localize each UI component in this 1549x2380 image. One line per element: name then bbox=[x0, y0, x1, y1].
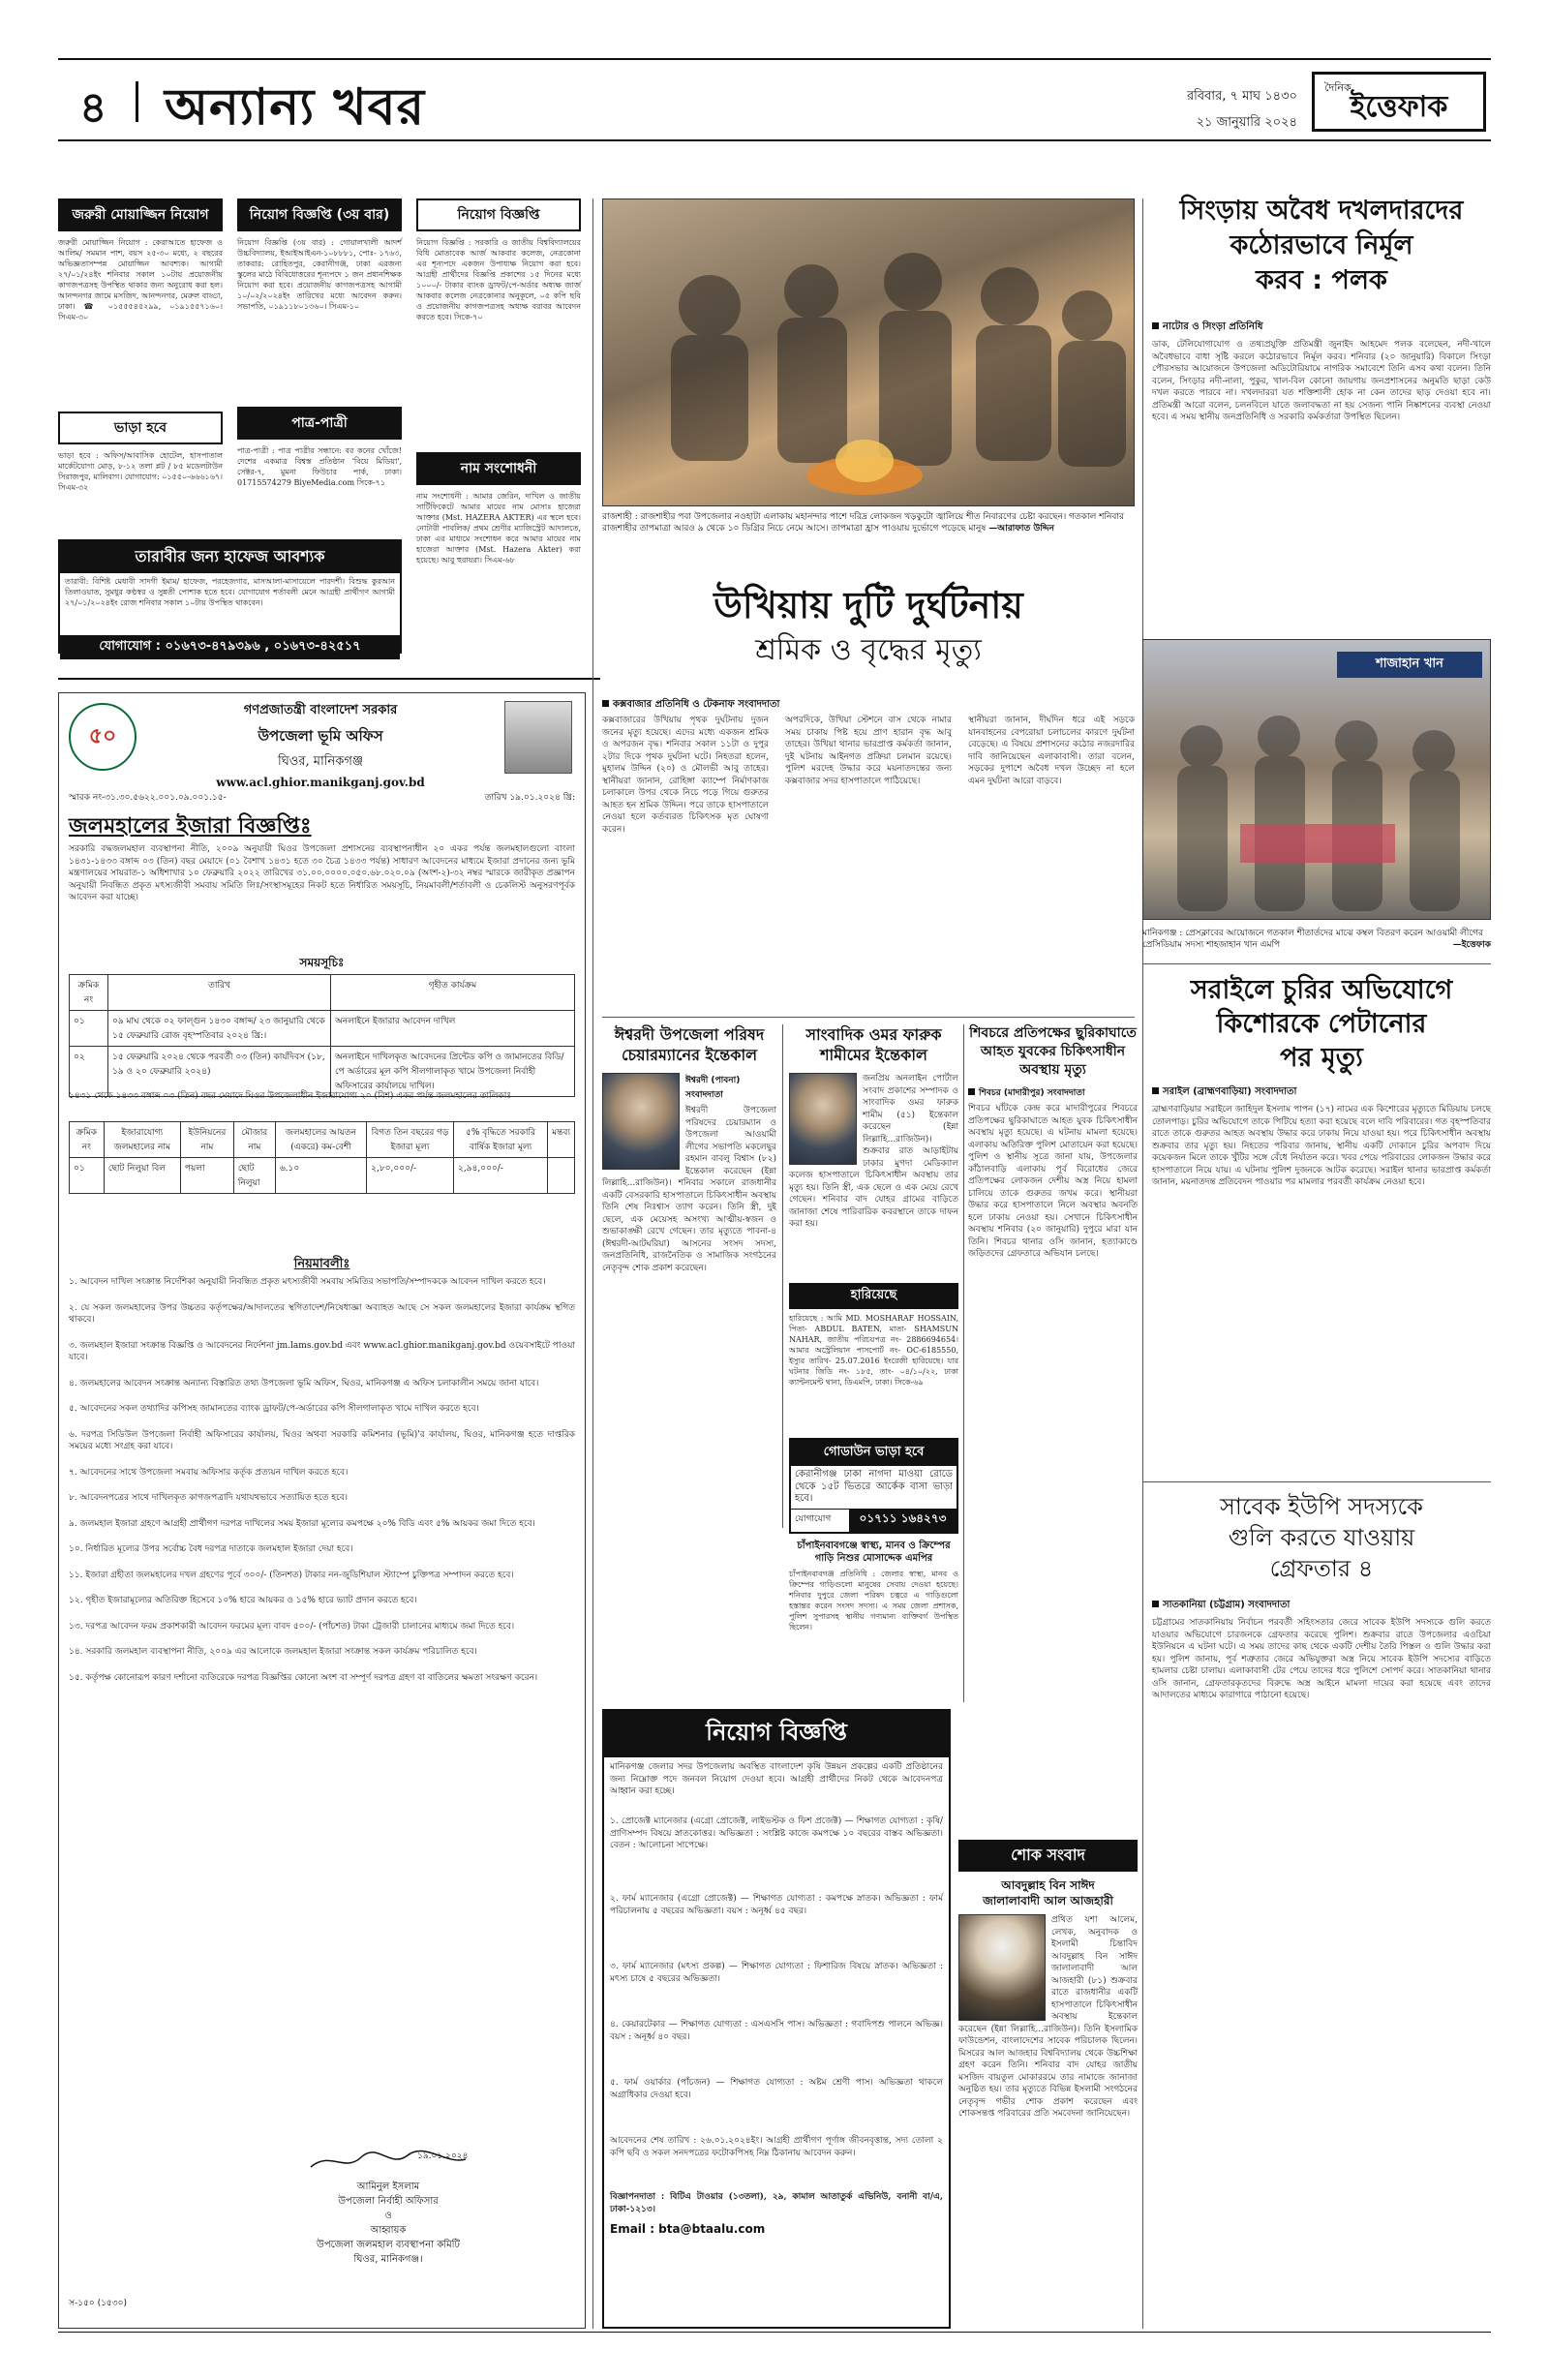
committee-location: ঘিওর, মানিকগঞ্জ। bbox=[353, 2254, 423, 2265]
story-byline: কক্সবাজার প্রতিনিধি ও টেকনাফ সংবাদদাতা bbox=[602, 697, 1135, 714]
table-cell: ০১ bbox=[70, 1011, 108, 1047]
bullet-icon bbox=[1152, 322, 1159, 329]
caption-text: মানিকগঞ্জ : প্রেসক্লাবের আয়োজনে গতকাল শীতার্তদের মাঝে কম্বল বিতরণ করেন আওয়ামী লীগের প্রেসিডিয়াম সদস্য শাহজাহান খান এমপি bbox=[1142, 929, 1483, 950]
schedule-table bbox=[69, 974, 575, 1097]
obituary bbox=[958, 1840, 1138, 2329]
story-headline: ঈশ্বরদী উপজেলা পরিষদ চেয়ারম্যানের ইন্তেকাল bbox=[614, 1025, 765, 1064]
table-cell: ২,৯৪,০০০/- bbox=[453, 1158, 547, 1194]
story-byline: শিবচর (মাদারীপুর) সংবাদদাতা bbox=[968, 1085, 1138, 1100]
signer-name: আমিনুল ইসলাম bbox=[356, 2182, 420, 2192]
photo-banner: শাজাহান খান bbox=[1337, 652, 1482, 678]
rule-item: ৯. জলমহাল ইজারা গ্রহণে আগ্রহী প্রার্থীগণ দরপত্র দাখিলের সময় ইজারা মূল্যের কমপক্ষে ২০% বিডি এবং ৫% আয়কর জমা দিতে হবে। bbox=[69, 1518, 535, 1529]
story-body: ঈশ্বরদী উপজেলা পরিষদের চেয়ারম্যান ও উপজেলা আওয়ামী লীগের সভাপতি মকলেছুর রহমান বাবলু বিশ্বাস (৮২) ইন্তেকাল করেছেন (ইন্না লিল্লাহি...রাজিউন)। শনিবার সকালে রাজধানীর একটি বেসরকারি হাসপাতালে চিকিৎসাধীন অবস্থায় তিনি শেষ নিঃশ্বাস ত্যাগ করেন। তিনি স্ত্রী, দুই ছেলে, এক মেয়েসহ অসংখ্য আত্মীয়-স্বজন ও শুভাকাঙ্ক্ষী রেখে গেছেন। তার মৃত্যুতে পাবনা-৪ (ঈশ্বরদী-আটঘরিয়া) আসনের সংসদ সদস্য, জনপ্রতিনিধি, রাজনৈতিক ও সামাজিক সংগঠনের নেতৃবৃন্দ শোক প্রকাশ করেছেন। bbox=[602, 1106, 776, 1273]
signer-and: ও bbox=[384, 2211, 392, 2221]
lost-text: হারিয়েছে : আমি MD. MOSHARAF HOSSAIN, পিতা- ABDUL BATEN, মাতা- SHAMSUN NAHAR, জাতীয় পরিচয়পত্র নং- 2886694654। আমার অস্ট্রেলিয়ান পাসপোর্ট নং- OC-6185550, ইস্যুর তারিখ- 25.07.2016 ইংরেজী হারিয়েছে। যার ঘটনার জিডি নং- ১৮৫, তাং- ০৪/১০/২২, ঢাকা ক্যান্টনমেন্ট থানা, ডিএমপি, ঢাকা। সিকে-৬৯ bbox=[789, 1314, 958, 1387]
table-cell: ০৯ মাঘ থেকে ০২ ফাল্গুন ১৪৩০ বঙ্গাব্দ/ ২৩ জানুয়ারি থেকে ১৫ ফেব্রুয়ারি রোজ বৃহস্পতিবার ২০২৪ খ্রি:। bbox=[108, 1011, 331, 1047]
bullet-icon bbox=[968, 1088, 975, 1095]
bullet-icon bbox=[602, 700, 609, 707]
story-body: শিবচর ঘাঁটকে কেন্দ্র করে মাদারীপুরের শিবচরে প্রতিপক্ষের ছুরিকাঘাতে আহত যুবক চিকিৎসাধীন অবস্থায় মৃত্যু হয়েছে। এ ঘটনায় মামলা হয়েছে। এলাকায় অতিরিক্ত পুলিশ মোতায়েন করা হয়েছে। পুলিশ ও স্থানীয় সূত্রে জানা যায়, উপজেলার কাঁঠালবাড়ি এলাকায় পূর্ব বিরোধের জেরে প্রতিপক্ষের লোকজন দেশীয় অস্ত্র নিয়ে হামলা চালিয়ে তাকে গুরুতর জখম করে। স্থানীয়রা উদ্ধার করে হাসপাতালে নিলে অবস্থার অবনতি হলে ঢাকায় নেওয়া হয়। সেখানে চিকিৎসাধীন অবস্থায় শনিবার (২০ জানুয়ারি) দুপুরে মারা যান তিনি। শিবচর থানার ওসি জানান, হত্যাকাণ্ডে জড়িতদের গ্রেফতারে অভিযান চলছে। bbox=[968, 1104, 1138, 1259]
story-byline: নাটোর ও সিংড়া প্রতিনিধি bbox=[1152, 320, 1491, 336]
tender-head-text bbox=[146, 701, 495, 789]
job-item: ৪. কেয়ারটেকার — শিক্ষাগত যোগ্যতা : এসএসসি পাস। অভিজ্ঞতা : গবাদিপশু পালনে অভিজ্ঞ। বয়স : অনূর্ধ্ব ৪০ বছর। bbox=[610, 2020, 943, 2042]
story-headline: সাংবাদিক ওমর ফারুক শামীমের ইন্তেকাল bbox=[805, 1025, 942, 1064]
jalmahal-table bbox=[69, 1121, 575, 1194]
rules-list bbox=[69, 1276, 575, 2128]
schedule-table-wrap bbox=[69, 974, 575, 1097]
table-row bbox=[70, 1011, 575, 1047]
date-english: ২১ জানুয়ারি ২০২৪ bbox=[1196, 115, 1297, 130]
story-body: চট্টগ্রামের সাতকানিয়ায় নির্বাচন পরবর্তী সহিংসতার জেরে সাবেক ইউপি সদস্যকে গুলি করতে যাওয়ার অভিযোগে চারজনকে গ্রেফতার করেছে পুলিশ। শুক্রবার রাতে উপজেলার এওচিয়া ইউনিয়নে এ ঘটনা ঘটে। এ সময় তাদের কাছ থেকে একটি দেশীয় তৈরি পিস্তল ও গুলি উদ্ধার করা হয়। পুলিশ জানায়, পূর্ব শত্রুতার জেরে অভিযুক্তরা অস্ত্র নিয়ে সাবেক ইউপি সদস্যের বাড়িতে হামলার চেষ্টা চালায়। এলাকাবাসী টের পেয়ে তাদের ধরে পুলিশে সোপর্দ করে। সাতকানিয়া থানার ওসি জানান, গ্রেফতারকৃতদের বিরুদ্ধে অস্ত্র আইনে মামলা দায়ের করা হয়েছে এবং তাদের আদালতের মাধ্যমে কারাগারে পাঠানো হয়েছে। bbox=[1152, 1618, 1491, 1700]
headline-line-2: কঠোরভাবে নির্মূল bbox=[1230, 230, 1413, 260]
ishwardi-story bbox=[602, 1024, 776, 1434]
signature-block bbox=[272, 2146, 504, 2267]
table-header: জলমহালের আয়তন (একরে) কম-বেশী bbox=[275, 1122, 366, 1158]
rule-item: ২. যে সকল জলমহালের উপর উচ্চতর কর্তৃপক্ষের/আদালতের স্থগিতাদেশ/নিষেধাজ্ঞা অব্যাহত আছে সে সকল জলমহালের ইজারা কার্যক্রম স্থগিত থাকবে। bbox=[69, 1302, 575, 1325]
story-body: ডাক, টেলিযোগাযোগ ও তথ্যপ্রযুক্তি প্রতিমন্ত্রী জুনাইদ আহমেদ পলক বলেছেন, নদী-খালে অবৈধভাবে বাধা সৃষ্টি করলে কঠোরভাবে নির্মূল করব। শনিবার (২০ জানুয়ারি) বিকালে সিংড়া পৌরসভার আয়োজনে উপজেলা অডিটোরিয়ামে নাগরিক সমাবেশে তিনি এসব কথা বলেন। তিনি বলেন, সিংড়ার নদী-নালা, পুকুর, খাল-বিল কোনো জায়গায় জনপ্রশাসনের অনুমতি ছাড়া কেউ দখল করতে পারবে না। দখলদাররা যত শক্তিশালী হোক না কেন তাদের ছাড় দেওয়া হবে না। প্রতিমন্ত্রী আরো বলেন, চলনবিলে যাতে জলাবদ্ধতা না হয় সেজন্য পানি নিষ্কাশনের ব্যবস্থা নেওয়া হবে। এ সময় স্থানীয় জনপ্রতিনিধি ও সরকারি কর্মকর্তারা উপস্থিত ছিলেন। bbox=[1152, 340, 1491, 422]
story-byline: সরাইল (ব্রাহ্মণবাড়িয়া) সংবাদদাতা bbox=[1152, 1084, 1491, 1101]
rules-title: নিয়মাবলীঃ bbox=[293, 1257, 350, 1271]
rule-item: ১. আবেদন দাখিল সংক্রান্ত নির্দেশিকা অনুযায়ী নিবন্ধিত প্রকৃত মৎস্যজীবী সমবায় সমিতির সভাপতি/সম্পাদককে আবেদন দাখিল করতে হবে। bbox=[69, 1277, 546, 1287]
classified-heading: নিয়োগ বিজ্ঞপ্তি (৩য় বার) bbox=[237, 198, 402, 231]
table-cell: ০১ bbox=[70, 1158, 105, 1194]
newspaper-logo bbox=[1312, 72, 1486, 132]
bullet-icon bbox=[1152, 1601, 1159, 1607]
classified-text: নিয়োগ বিজ্ঞপ্তি (৩য় বার) : গোয়ালখালী আদর্শ উচ্চবিদ্যালয়, ইআইআইএন-১০৮৮৮১, পোঃ- ১৭৬৩, তাকরার: রোহিতপুর, কেরানীগঞ্জ, ঢাকা এরজন্য স্কুলের মাঠে বিবিধোত্তরের শূন্যপদে ১ জন প্রধানশিক্ষক নিয়োগ করা হবে। প্রয়োজনীয় কাগজপত্রসহ আগামী ১০/০২/২০২৪ইং তারিখের মধ্যে আবেদন করুন। সভাপতি, ০১৯১১৮০১৩৬০। সিএম-১০ bbox=[237, 238, 402, 311]
shibchar-story bbox=[968, 1024, 1138, 1645]
table-cell: অনলাইনে ইজারার আবেদন দাখিল bbox=[331, 1011, 575, 1047]
table-cell: ৬.১০ bbox=[275, 1158, 366, 1194]
office-name: উপজেলা ভূমি অফিস bbox=[258, 727, 383, 745]
gov-name: গণপ্রজাতন্ত্রী বাংলাদেশ সরকার bbox=[243, 703, 398, 717]
godown-contact-row bbox=[791, 1509, 957, 1532]
logo-name: ইত্তেফাক bbox=[1350, 89, 1448, 124]
headline-line-1: সিংড়ায় অবৈধ দখলদারদের bbox=[1179, 196, 1464, 226]
classifieds-area bbox=[58, 198, 581, 712]
table-row bbox=[70, 1047, 575, 1097]
tender-intro: সরকারি বদ্ধজলমহাল ব্যবস্থাপনা নীতি, ২০০৯ অনুযায়ী ঘিওর উপজেলা প্রশাসনের ব্যবস্থাপনাধীন ২০ একর পর্যন্ত জলমহালগুলো বাংলা ১৪৩১-১৪৩৩ বঙ্গাব্দ ০৩ (তিন) বছর মেয়াদে (০১ বৈশাখ ১৪৩১ হতে ৩০ চৈত্র ১৪৩৩ পর্যন্ত) সাধারণ আবেদনের মাধ্যমে ইজারা প্রদানের জন্য ভূমি মন্ত্রণালয়ের সায়রাত-১ অধিশাখার ১০ ফেব্রুয়ারি ২০২২ তারিখের ৩১.০০.০০০০.০৫০.৬৮.০২০.০৯ (অংশ-২)-৩২ নম্বর স্মারকে জারীকৃত প্রজ্ঞাপন অনুযায়ী নিবন্ধিত প্রকৃত মৎস্যজীবী সমবায় সমিতি লিঃ/সংস্থাসমূহের নিকট হতে নির্ধারিত সময়সূচি, নিয়মাবলী/শর্তাবলী ও চেকলিস্ট অনুসরণপূর্বক আবেদন করা যাচ্ছে। bbox=[69, 844, 575, 902]
people-around-fire-illustration bbox=[603, 199, 1136, 507]
committee-name: উপজেলা জলমহাল ব্যবস্থাপনা কমিটি bbox=[317, 2240, 460, 2250]
satkania-headline: সাবেক ইউপি সদস্যকে গুলি করতে যাওয়ায় গ্রেফতার ৪ bbox=[1220, 1493, 1423, 1582]
palak-headline bbox=[1152, 194, 1491, 298]
rule-item: ১৪. সরকারি জলমহাল ব্যবস্থাপনা নীতি, ২০০৯ এর আলোকে জলমহাল ইজারা সংক্রান্ত সকল কার্যক্রম পরিচালিত হবে। bbox=[69, 1647, 477, 1657]
people-illustration bbox=[1143, 640, 1492, 921]
office-website[interactable]: www.acl.ghior.manikganj.gov.bd bbox=[216, 776, 425, 789]
deceased-portrait bbox=[958, 1914, 1046, 2021]
job-item: ১. প্রোজেক্ট ম্যানেজার (এগ্রো প্রোজেক্ট, লাইভস্টক ও ফিশ প্রজেক্ট) — শিক্ষাগত যোগ্যতা : কৃষি/প্রাণিসম্পদ বিষয়ে স্নাতকোত্তর। অভিজ্ঞতা : সংশ্লিষ্ট কাজে কমপক্ষে ১০ বছরের বাস্তব অভিজ্ঞতা। বেতন : আলোচনা সাপেক্ষে। bbox=[610, 1816, 943, 1850]
headline-line-1: উখিয়ায় দুটি দুর্ঘটনায় bbox=[714, 584, 1023, 626]
table-cell: ছোট নিলুয়া bbox=[233, 1158, 275, 1194]
section-title: অন্যান্য খবর bbox=[165, 78, 426, 137]
godown-contact-label: যোগাযোগ bbox=[791, 1509, 849, 1532]
story-column-1: কক্সবাজারের উখিয়ায় পৃথক দুর্ঘটনায় দুজন জনের মৃত্যু হয়েছে। এদের মধ্যে একজন শ্রমিক ও অপরজন বৃদ্ধ। শনিবার সকাল ১১টা ও দুপুর ২টার দিকে পৃথক দুর্ঘটনা ঘটে। নিহতরা হলেন, মুহালম উদ্দিন (২০) ও মৌলভী আবু তাহের। স্থানীয়রা জানান, রোহিঙ্গা ক্যাম্পে নির্মাণকাজ চলাকালে উপর থেকে নিচে পড়ে গিয়ে গুরুতর আহত হন শ্রমিক উদ্দিন। পরে তাকে হাসপাতালে নেওয়া হলে কর্তব্যরত চিকিৎসক মৃত ঘোষণা করেন। bbox=[602, 716, 769, 835]
chapainawabganj-story bbox=[789, 1540, 958, 1714]
omar-faruk-story bbox=[789, 1024, 958, 1257]
classified-text: ভাড়া হবে : অফিস/আবাসিক হোটেল, হাসপাতাল মার্কেটযোগ্য মোড়, ৮-১২ তলা প্লট / ৮৫ মডেলটাউন সিরাজপুর, মালিবাগ। যোগাযোগ: ০১৫৫০-৬৬৬১৬৭। সিএম-৩২ bbox=[58, 451, 223, 492]
headline-line-2: শ্রমিক ও বৃদ্ধের মৃত্যু bbox=[755, 633, 982, 667]
classified-matrimony bbox=[237, 407, 402, 552]
date-bengali: রবিবার, ৭ মাঘ ১৪৩০ bbox=[1186, 89, 1297, 104]
masthead bbox=[58, 58, 1491, 140]
godown-notice bbox=[789, 1438, 958, 1534]
rule-item: ১১. ইজারা গ্রহীতা জলমহালের দখল গ্রহণের পূর্বে ৩০০/- (তিনশত) টাকার নন-জুডিশিয়াল স্ট্যাম্পে চুক্তিপত্র সম্পাদন করতে হবে। bbox=[69, 1570, 514, 1580]
lost-notice bbox=[789, 1283, 958, 1449]
memo-number: স্মারক নং-৩১.৩০.৫৬২২.০০১.০৯.০০১.১৫- bbox=[69, 793, 227, 803]
table-cell: ০২ bbox=[70, 1047, 108, 1097]
classified-text: পাত্র-পাত্রী : পাত্র পাত্রীর সন্ধানে: বর কনের খোঁজে! দেশের একমাত্র বিশ্বস্ত প্রতিষ্ঠান 'বিয়ে মিডিয়া', সেক্টর-৭, মুমনা ফিউচার পার্ক, ঢাকা। 01715574279 BiyeMedia.com সিকে-৭১ bbox=[237, 446, 402, 487]
classified-heading: জরুরী মোয়াজ্জিন নিয়োগ bbox=[58, 198, 223, 231]
story-body: ব্রাহ্মণবাড়িয়ার সরাইলে জাহিদুল ইসলাম পাপন (১৭) নামের এক কিশোরের মৃত্যুতে মিডিয়ায় চলছে তোলপাড়। চুরির অভিযোগে তাকে পিটিয়ে হত্যা করা হয়েছে বলে দাবি পরিবারের। গত বৃহস্পতিবার রাতে তাকে গুরুতর আহত অবস্থায় উদ্ধার করে ঢাকায় নিয়ে যাওয়া হয়। পরে চিকিৎসাধীন অবস্থায় শুক্রবার তার মৃত্যু হয়। নিহতের পরিবার জানায়, স্থানীয় একটি দোকানে চুরির অপবাদ দিয়ে কয়েকজন মিলে তাকে খুঁটির সঙ্গে বেঁধে নির্যাতন করে। খবর পেয়ে পরিবারের লোকজন উদ্ধার করে হাসপাতালে নিয়ে যায়। এ ঘটনায় পুলিশ দুজনকে আটক করেছে। সরাইল থানার ভারপ্রাপ্ত কর্মকর্তা জানান, ময়নাতদন্ত প্রতিবেদন পাওয়ার পর মামলার পরবর্তী কার্যক্রম নেওয়া হবে। bbox=[1152, 1105, 1491, 1187]
lead-photo-caption bbox=[602, 511, 1135, 534]
schedule-title: সময়সূচিঃ bbox=[299, 956, 345, 969]
rule-item: ৩. জলমহাল ইজারা সংক্রান্ত বিজ্ঞপ্তি ও আবেদনের নির্দেশনা jm.lams.gov.bd এবং www.acl.ghior.manikganj.gov.bd ওয়েবসাইটে পাওয়া যাবে। bbox=[69, 1340, 575, 1362]
classified-heading: নিয়োগ বিজ্ঞপ্তি bbox=[416, 198, 581, 231]
table-cell: ১৫ ফেব্রুয়ারি ২০২৪ থেকে পরবর্তী ০৩ (তিন) কার্যদিবস (১৮, ১৯ ও ২০ ফেব্রুয়ারি ২০২৪) bbox=[108, 1047, 331, 1097]
rule-item: ১৩. দরপত্র আবেদন ফরম প্রকাশকারী আবেদন ফরমের মূল্য বাবদ ৫০০/- (পাঁচশত) টাকা ট্রেজারী চালানের মাধ্যমে জমা দিতে হবে। bbox=[69, 1621, 515, 1632]
caption-text: রাজশাহী : রাজশাহীর পবা উপজেলার নওহাটা এলাকায় মহানন্দার পাশে দরিদ্র লোকজন খড়কুটো জ্বালিয়ে শীত নিবারণের চেষ্টা করছেন। গতকাল শনিবার রাজশাহীর তাপমাত্রা আরও ৯ থেকে ১০ ডিগ্রির নিচে নেমে আসে। তাপমাত্রা হ্রাস পাওয়ায় দুর্ভোগে পড়েছে মানুষ bbox=[602, 512, 1124, 534]
rule-item: ৬. দরপত্র সিডিউল উপজেলা নির্বাহী অফিসারের কার্যালয়, ঘিওর অথবা সরকারি কমিশনার (ভূমি)'র কার্যালয়, ঘিওর, মানিকগঞ্জ হতে দাপ্তরিক সময়ের মধ্যে সংগ্রহ করা যাবে। bbox=[69, 1429, 575, 1451]
story-byline: ঈশ্বরদী (পাবনা) সংবাদদাতা bbox=[685, 1076, 741, 1100]
rule-item: ১০. নির্ধারিত মূল্যের উপর সর্বোচ্চ বৈধ দরপত্র দাতাকে জলমহাল ইজারা দেয়া হবে। bbox=[69, 1544, 353, 1554]
job-list bbox=[604, 1816, 949, 2236]
table-cell: ছোট নিলুয়া বিল bbox=[104, 1158, 180, 1194]
obituary-name: আবদুল্লাহ বিন সাঈদ জালালাবাদী আল আজহারী bbox=[983, 1878, 1113, 1907]
tender-ref: স-১৫০ (১৫৩০) bbox=[69, 2299, 127, 2308]
tender-header bbox=[69, 701, 575, 789]
classified-text: জরুরী মোয়াজ্জিন নিয়োগ : কেরাআতে হাফেজ ও আলিম/ সমমান পাশ, বয়স ২৫-৩০ মধ্যে, ২ বছরের অভিজ্ঞতাসম্পন্ন মোয়াজ্জিন আবশ্যক। আগামী ২৭/০১/২৪ইং শনিবার সকাল ১০টায় প্রয়োজনীয় কাগজপত্রসহ উপস্থিত থাকার জন্য অনুরোধ করা হল। আনন্দনগর জামে মসজিদ, আনন্দনগর, মেরুল বাড্ডা, ঢাকা। ☎ ০১৫৫৫৪৫২৯৯, ০১৯১৫৫৭১৬০। সিএম-৩০ bbox=[58, 238, 223, 321]
classified-muezzin bbox=[58, 198, 223, 412]
job-ad bbox=[602, 1709, 951, 2329]
job-item: ২. ফার্ম ম্যানেজার (এগ্রো প্রোজেক্ট) — শিক্ষাগত যোগ্যতা : কমপক্ষে স্নাতক। অভিজ্ঞতা : ফার্ম পরিচালনায় ৫ বছরের অভিজ্ঞতা। বয়স : অনূর্ধ্ব ৪৫ বছর। bbox=[610, 1894, 943, 1916]
caption-credit: —ইত্তেফাক bbox=[1452, 940, 1491, 950]
table-cell: অনলাইনে দাখিলকৃত আবেদনের প্রিন্টেড কপি ও জামানতের বিডি/পে অর্ডারের মূল কপি সীলগালাকৃত খামে উপজেলা নির্বাহী অফিসারের কার্যালয়ে দাখিল। bbox=[331, 1047, 575, 1097]
story-headline: শিবচরে প্রতিপক্ষের ছুরিকাঘাতে আহত যুবকের চিকিৎসাধীন অবস্থায় মৃত্যু bbox=[969, 1025, 1137, 1078]
obituary-body: প্রথিত যশা আলেম, লেখক, অনুবাদক ও ইসলামী চিন্তাবিদ আবদুল্লাহ বিন সাঈদ জালালাবাদী আল আজহারী (৮১) শুক্রবার রাতে রাজধানীর একটি হাসপাতালে চিকিৎসাধীন অবস্থায় ইন্তেকাল করেছেন (ইন্না লিল্লাহি...রাজিউন)। তিনি ইসলামিক ফাউন্ডেশন, বাংলাদেশের সাবেক পরিচালক ছিলেন। মিসরের আল আজহার বিশ্ববিদ্যালয় থেকে উচ্চশিক্ষা গ্রহণ করেন তিনি। শনিবার বাদ যোহর জাতীয় মসজিদ বায়তুল মোকাররমে তার নামাজে জানাজা অনুষ্ঠিত হয়। তার মৃত্যুতে বিভিন্ন ইসলামী সংগঠনের নেতৃবৃন্দ গভীর শোক প্রকাশ করেছেন এবং শোকসন্তপ্ত পরিবারের প্রতি সমবেদনা জানিয়েছেন। bbox=[958, 1915, 1138, 2119]
blanket-distribution-photo bbox=[1142, 639, 1491, 920]
list-table-wrap bbox=[69, 1121, 575, 1194]
list-intro: ১৪৩১ থেকে ১৪৩৩ বঙ্গাব্দ ০৩ (তিন) বছর মেয়াদে ঘিওর উপজেলাধীন ইজারাযোগ্য ২০ (বিশ) একর পর্যন্ত জলমহালের তালিকাঃ bbox=[69, 1091, 512, 1101]
classified-text: নাম সংশোধনী : আমার জেরিন, দাখিল ও জাতীয় সার্টিফিকেটে আমার মায়ের নাম মোসাঃ হাজেরা আক্তার (Mst. HAZERA AKTER) এর স্থলে হবে। নোটারী পাবলিক/ প্রথম শ্রেণীর ম্যাজিস্ট্রেট আদালতে, ঢাকা এর মাধ্যমে সংশোধন করে আমার মায়ের নাম হাজেরা আক্তার (Mst. Hazera Akter) করা হয়েছে। আবু হুরায়রা। সিএম-৬৮ bbox=[416, 492, 581, 564]
tender-title: জলমহালের ইজারা বিজ্ঞপ্তিঃ bbox=[69, 814, 312, 839]
table-header: ক্রমিক নং bbox=[70, 1122, 105, 1158]
journalist-portrait bbox=[789, 1073, 857, 1165]
rule-item: ১২. গৃহীত ইজারামূল্যের অতিরিক্ত হিসেবে ১০% হারে আয়কর ও ১৫% হারে ভ্যাট প্রদান করতে হবে। bbox=[69, 1596, 417, 1605]
rule-item: ৮. আবেদনপত্রের সাথে দাখিলকৃত কাগজপত্রাদি যথাযথভাবে সত্যায়িত হতে হবে। bbox=[69, 1493, 348, 1503]
table-header: ইজারাযোগ্য জলমহালের নাম bbox=[104, 1122, 180, 1158]
page-number: ৪ bbox=[79, 83, 107, 133]
signer-title: উপজেলা নির্বাহী অফিসার bbox=[338, 2196, 439, 2207]
sarail-story bbox=[1152, 1084, 1491, 1491]
story-body: চাঁপাইনবাবগঞ্জ প্রতিনিধি : জেলার স্বাস্থ্য, মানব ও ক্রিম্পের গাড়িগুলো মানুষের সেবায় দেওয়া হয়েছে। শনিবার দুপুরে জেলা পরিষদ চত্বরে এ গাড়িগুলো হস্তান্তর করেন সংসদ সদস্য। এ সময় জেলা প্রশাসক, পুলিশ সুপারসহ স্থানীয় গণ্যমান্য ব্যক্তিবর্গ উপস্থিত ছিলেন। bbox=[789, 1570, 958, 1632]
table-cell: ২,৮০,০০০/- bbox=[367, 1158, 454, 1194]
rule-item: ৭. আবেদনের সাথে উপজেলা সমবায় অফিসার কর্তৃক প্রত্যয়ন দাখিল করতে হবে। bbox=[69, 1467, 349, 1478]
table-header: ৫% বৃদ্ধিতে সরকারি বার্ষিক ইজারা মূল্য bbox=[453, 1122, 547, 1158]
story-byline: সাতকানিয়া (চট্টগ্রাম) সংবাদদাতা bbox=[1152, 1598, 1491, 1614]
job-item: ৩. ফার্ম ম্যানেজার (মৎস্য প্রকল্প) — শিক্ষাগত যোগ্যতা : ফিশারিজ বিষয়ে স্নাতক। অভিজ্ঞতা : মৎস্য চাষে ৫ বছরের অভিজ্ঞতা। bbox=[610, 1962, 943, 1984]
satkania-story bbox=[1152, 1598, 1491, 2334]
classified-heading: পাত্র-পাত্রী bbox=[237, 407, 402, 440]
lost-heading: হারিয়েছে bbox=[789, 1283, 958, 1309]
tender-notice bbox=[58, 692, 586, 2329]
job-item: ৫. ফার্ম ওয়ার্কার (পাঁচজন) — শিক্ষাগত যোগ্যতা : অষ্টম শ্রেণী পাস। অভিজ্ঞতা থাকলে অগ্রাধিকার দেওয়া হবে। bbox=[610, 2078, 943, 2100]
job-heading: নিয়োগ বিজ্ঞপ্তি bbox=[604, 1711, 949, 1757]
story-column-3: স্থানীয়রা জানান, দীর্ঘদিন ধরে এই সড়কে যানবাহনের বেপরোয়া চলাচলের কারণে দুর্ঘটনা বেড়েছে। এ বিষয়ে প্রশাসনের কঠোর নজরদারির দাবি জানিয়েছেন এলাকাবাসী। তারা বলেন, সড়কের দুপাশে অবৈধ দখল উচ্ছেদ না হলে এমন দুর্ঘটনা আরো বাড়বে। bbox=[968, 716, 1135, 786]
palak-story bbox=[1152, 320, 1491, 639]
godown-phone: ০১৭১১ ১৬৪২৭৩ bbox=[849, 1509, 957, 1532]
date-block bbox=[1065, 87, 1297, 134]
table-cell bbox=[548, 1158, 575, 1194]
table-header: ক্রমিক নং bbox=[70, 975, 108, 1011]
bullet-icon bbox=[1152, 1087, 1159, 1094]
rule-item: ৪. জলমহালের আবেদন সংক্রান্ত অন্যান্য বিস্তারিত তথ্য উপজেলা ভূমি অফিস, ঘিওর, মানিকগঞ্জ এ অফিস চলাকালীন সময়ে জানা যাবে। bbox=[69, 1378, 539, 1388]
job-intro: মানিকগঞ্জ জেলার সদর উপজেলায় অবস্থিত বাংলাদেশ কৃষি উন্নয়ন প্রকল্পের একটি প্রতিষ্ঠানের জন্য নিম্নোক্ত পদে জনবল নিয়োগ দেওয়া হবে। আগ্রহী প্রার্থীদের নিকট থেকে আবেদনপত্র আহ্বান করা হচ্ছে। bbox=[610, 1762, 943, 1796]
classified-job-3rd bbox=[237, 198, 402, 402]
classified-footer: যোগাযোগ : ০১৬৭৩-৪৭৯৩৯৬ , ০১৬৭৩-৪২৫১৭ bbox=[60, 635, 400, 659]
table-header: মৌজার নাম bbox=[233, 1122, 275, 1158]
classified-hafez bbox=[58, 539, 402, 654]
obituary-heading: শোক সংবাদ bbox=[958, 1840, 1138, 1872]
job-apply: আবেদনের শেষ তারিখ : ২৬.০১.২০২৪ইং। আগ্রহী প্রার্থীগণ পূর্ণাঙ্গ জীবনবৃত্তান্ত, সদ্য তোলা ২ কপি ছবি ও সকল সনদপত্রের ফটোকপিসহ নিম্ন ঠিকানায় আবেদন করুন। bbox=[610, 2136, 943, 2158]
story-column-2: অপরদিকে, উখিয়া স্টেশনে বাস থেকে নামার সময় চাকায় পিষ্ট হয়ে প্রাণ হারান বৃদ্ধ আবু তাহের। উখিয়া থানার ভারপ্রাপ্ত কর্মকর্তা জানান, দুই ঘটনায় আইনগত প্রক্রিয়া চলমান রয়েছে। পুলিশ মরদেহ উদ্ধার করে ময়নাতদন্তের জন্য কক্সবাজার সদর হাসপাতালে পাঠিয়েছে। bbox=[785, 716, 952, 786]
classified-heading: তারাবীর জন্য হাফেজ আবশ্যক bbox=[60, 541, 400, 573]
sarail-headline: সরাইলে চুরির অভিযোগে কিশোরকে পেটানোর পর মৃত্যু bbox=[1190, 975, 1453, 1073]
classified-job bbox=[416, 198, 581, 460]
rule-item: ১৫. কর্তৃপক্ষ কোনোরূপ কারণ দর্শানো ব্যতিরেকে দরপত্র বিজ্ঞপ্তির কোনো অংশ বা সম্পূর্ণ দরপত্র গ্রহণ বা বাতিলের ক্ষমতা সংরক্ষণ করেন। bbox=[69, 1672, 538, 1683]
blanket-photo-caption bbox=[1142, 928, 1491, 951]
office-location: ঘিওর, মানিকগঞ্জ bbox=[278, 754, 363, 769]
rule-item: ৫. আবেদনের সকল তথ্যাদির কপিসহ জামানতের ব্যাংক ড্রাফট/পে-অর্ডারের কপি সীলগালাকৃত খামে দাখিল করতে হবে। bbox=[69, 1404, 479, 1414]
lead-photo bbox=[602, 198, 1135, 506]
godown-heading: গোডাউন ভাড়া হবে bbox=[791, 1440, 957, 1466]
classified-text: নিয়োগ বিজ্ঞপ্তি : সরকারি ও জাতীয় বিশ্ববিদ্যালয়ের বিধি মোতাবেক আর্জ আকবার কলেজ, নেত্রকোনা এর শূন্যপদে একজন উপাধ্যক্ষ নিয়োগ করা হবে। আগ্রহী প্রার্থীদের বিজ্ঞপ্তি প্রকাশের ১৫ দিনের মধ্যে ১০০০/- টাকার ব্যাংক ড্রাফট/পে-অর্ডার অধ্যক্ষ জার্জ আকবার কলেজ নেত্রকোনার অনুকূলে, ০৫ কপি ছবি ও প্রয়োজনীয় কাগজপত্রসহ অধ্যক্ষ বরাবর আবেদন করতে হবে। সিকে-৭০ bbox=[416, 238, 581, 321]
table-header: বিগত তিন বছরের গড় ইজারা মূল্য bbox=[367, 1122, 454, 1158]
godown-text: কেরানীগঞ্জ ঢাকা নাগদা মাওয়া রোডে থেকে ১৫ট ভিতরে আর্কেক বাসা ভাড়া হবে। bbox=[795, 1469, 953, 1504]
classified-name-correction bbox=[416, 452, 581, 685]
signature-date: ১৯.০১.২০২৪ bbox=[417, 2151, 469, 2161]
story-headline: চাঁপাইনবাবগঞ্জে স্বাস্থ্য, মানব ও ক্রিম্পের গাড়ি নিশুর মোসাদ্দেক এমপির bbox=[797, 1541, 951, 1564]
table-header: গৃহীত কার্যক্রম bbox=[331, 975, 575, 1011]
classified-heading: ভাড়া হবে bbox=[58, 412, 223, 444]
chairman-portrait bbox=[602, 1073, 680, 1170]
table-header: ইউনিয়নের নাম bbox=[180, 1122, 233, 1158]
tender-memo-line bbox=[69, 790, 575, 805]
job-address: বিজ্ঞাপনদাতা : বিটিএ টাওয়ার (১৩তলা), ২৯, কামাল আতাতুর্ক এভিনিউ, বনানী বা/এ, ঢাকা-১২১৩। bbox=[610, 2192, 943, 2214]
memo-date: তারিখ ১৯.০১.২০২৪ খ্রি: bbox=[484, 793, 575, 803]
mujib-100-logo: ৫০ bbox=[69, 703, 137, 771]
logo-small-text: দৈনিক bbox=[1324, 80, 1352, 94]
lead-headline bbox=[602, 581, 1135, 672]
headline-line-3: করব : পলক bbox=[1256, 265, 1387, 295]
portrait-icon bbox=[504, 701, 572, 774]
caption-credit: —আরাফাত উদ্দিন bbox=[988, 524, 1054, 534]
table-cell: পয়লা bbox=[180, 1158, 233, 1194]
table-row bbox=[70, 1158, 575, 1194]
classified-heading: নাম সংশোধনী bbox=[416, 452, 581, 485]
table-header: তারিখ bbox=[108, 975, 331, 1011]
job-email[interactable]: Email : bta@btaalu.com bbox=[610, 2222, 766, 2236]
classified-rent bbox=[58, 412, 223, 537]
table-header: মন্তব্য bbox=[548, 1122, 575, 1158]
story-body: জনপ্রিয় অনলাইন পোর্টাল সংবাদ প্রকাশের সম্পাদক ও সাংবাদিক ওমর ফারুক শামীম (৫১) ইন্তেকাল করেছেন (ইন্না লিল্লাহি...রাজিউন)। শুক্রবার রাত আড়াইটায় ঢাকার মুগদা মেডিক্যাল কলেজ হাসপাতালে চিকিৎসাধীন অবস্থায় তার মৃত্যু হয়। তিনি স্ত্রী, এক ছেলে ও এক মেয়ে রেখে গেছেন। শনিবার বাদ যোহর গ্রামের বাড়িতে জানাজা শেষে পারিবারিক কবরস্থানে তাকে দাফন করা হয়। bbox=[789, 1074, 958, 1229]
classified-text: তারাবী: বিশিষ্ট মেধাবী সাদগী ইমাম/ হাফেজ, পরহেজগার, মাসআলা-মাসায়েলে পারদর্শী। বিশুদ্ধ কুরআন তিলাওয়াত, সুমধুর কণ্ঠস্বর ও সুন্নতী পোশাক হতে হবে। যোগাযোগ শর্তাবলী মেনে আগ্রহী প্রার্থীগণ আগামী ২৭/০১/২০২৪ইং রোজ শনিবার সকাল ১০টায় উপস্থিত থাকবেন। bbox=[65, 577, 395, 607]
convener-title: আহ্বায়ক bbox=[370, 2225, 407, 2236]
lead-story-body bbox=[602, 697, 1135, 988]
